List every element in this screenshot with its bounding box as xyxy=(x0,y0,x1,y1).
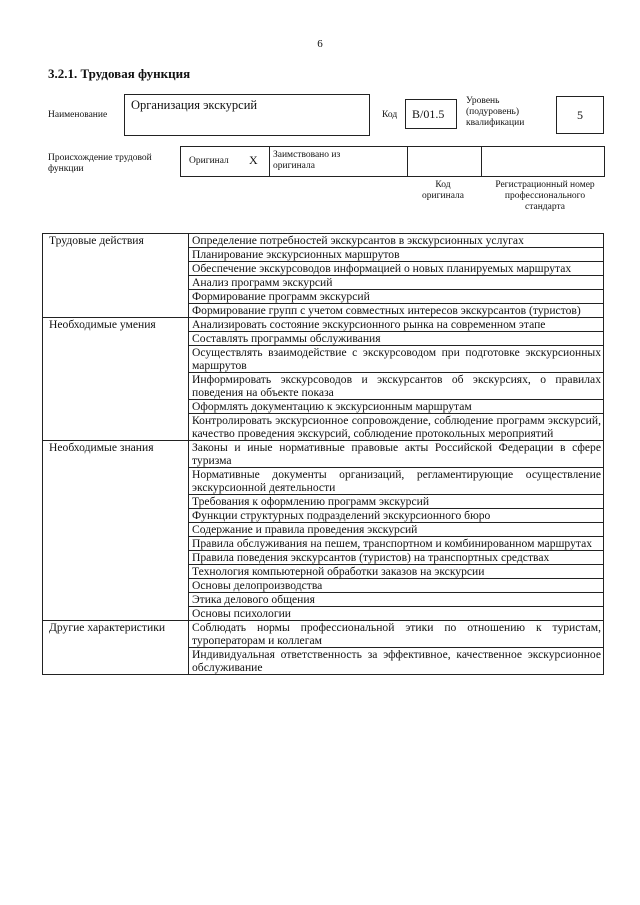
table-row xyxy=(43,621,604,648)
level-label-line-3: квалификации xyxy=(466,118,525,128)
name-value: Организация экскурсий xyxy=(131,98,258,112)
table-cell: Обеспечение экскурсоводов информацией о новых планируемых маршрутах xyxy=(189,262,604,276)
table-cell: Нормативные документы организаций, регламентирующие осуществление экскурсионной деятельности xyxy=(189,468,604,495)
table-cell: Формирование программ экскурсий xyxy=(189,290,604,304)
table-row xyxy=(43,234,604,248)
table-cell: Составлять программы обслуживания xyxy=(189,332,604,346)
origin-label xyxy=(48,153,152,175)
category-cell: Необходимые умения xyxy=(43,318,189,441)
code-value-box xyxy=(405,99,457,129)
level-label xyxy=(466,96,524,129)
origin-divider-1 xyxy=(269,147,270,176)
code-original-caption-line-1: Код xyxy=(435,180,451,190)
table-cell: Оформлять документацию к экскурсионным маршрутам xyxy=(189,400,604,414)
level-label-line-1: Уровень xyxy=(466,96,500,106)
table-cell: Этика делового общения xyxy=(189,593,604,607)
origin-divider-2 xyxy=(407,147,408,176)
table-cell: Планирование экскурсионных маршрутов xyxy=(189,248,604,262)
table-cell: Осуществлять взаимодействие с экскурсоводом при подготовке экскурсионных маршрутов xyxy=(189,346,604,373)
code-value: B/01.5 xyxy=(412,107,445,121)
name-value-box xyxy=(124,94,370,136)
original-mark: X xyxy=(249,153,258,167)
table-cell: Основы психологии xyxy=(189,607,604,621)
table-cell: Правила поведения экскурсантов (туристов) на транспортных средствах xyxy=(189,551,604,565)
borrowed-label-line-1: Заимствовано из xyxy=(273,150,341,160)
table-cell: Соблюдать нормы профессиональной этики по отношению к туристам, туроператорам и коллегам xyxy=(189,621,604,648)
table-cell: Индивидуальная ответственность за эффективное, качественное экскурсионное обслуживание xyxy=(189,648,604,675)
origin-divider-3 xyxy=(481,147,482,176)
table-cell: Технология компьютерной обработки заказов на экскурсии xyxy=(189,565,604,579)
table-row xyxy=(43,318,604,332)
table-cell: Формирование групп с учетом совместных интересов экскурсантов (туристов) xyxy=(189,304,604,318)
level-label-line-2: (подуровень) xyxy=(466,107,520,117)
borrowed-label xyxy=(273,150,340,172)
function-table xyxy=(42,233,604,675)
origin-label-line-2: функции xyxy=(48,164,84,174)
code-original-caption-line-2: оригинала xyxy=(422,191,464,201)
reg-number-caption-line-3: стандарта xyxy=(525,202,565,212)
category-cell: Другие характеристики xyxy=(43,621,189,675)
category-cell: Трудовые действия xyxy=(43,234,189,318)
table-row xyxy=(43,441,604,468)
table-cell: Основы делопроизводства xyxy=(189,579,604,593)
reg-number-caption xyxy=(482,180,608,213)
table-cell: Требования к оформлению программ экскурсий xyxy=(189,495,604,509)
level-value-box xyxy=(556,96,604,134)
name-label: Наименование xyxy=(48,110,108,120)
reg-number-caption-line-1: Регистрационный номер xyxy=(495,180,595,190)
borrowed-label-line-2: оригинала xyxy=(273,161,315,171)
table-cell: Информировать экскурсоводов и экскурсантов об экскурсиях, о правилах поведения на объекте показа xyxy=(189,373,604,400)
table-cell: Определение потребностей экскурсантов в экскурсионных услугах xyxy=(189,234,604,248)
origin-label-line-1: Происхождение трудовой xyxy=(48,153,152,163)
origin-box xyxy=(180,146,605,177)
section-title: 3.2.1. Трудовая функция xyxy=(48,66,191,81)
category-cell: Необходимые знания xyxy=(43,441,189,621)
table-cell: Содержание и правила проведения экскурсий xyxy=(189,523,604,537)
code-original-caption xyxy=(405,180,481,202)
table-cell: Контролировать экскурсионное сопровождение, соблюдение программ экскурсий, качество проведения экскурсий, соблюдение протокольных мероприятий xyxy=(189,414,604,441)
level-value: 5 xyxy=(577,108,583,122)
table-cell: Анализ программ экскурсий xyxy=(189,276,604,290)
original-label: Оригинал xyxy=(189,156,229,166)
table-cell: Анализировать состояние экскурсионного рынка на современном этапе xyxy=(189,318,604,332)
table-cell: Законы и иные нормативные правовые акты Российской Федерации в сфере туризма xyxy=(189,441,604,468)
code-label: Код xyxy=(382,110,398,120)
table-cell: Функции структурных подразделений экскурсионного бюро xyxy=(189,509,604,523)
table-cell: Правила обслуживания на пешем, транспортном и комбинированном маршрутах xyxy=(189,537,604,551)
reg-number-caption-line-2: профессионального xyxy=(504,191,586,201)
page-number: 6 xyxy=(317,38,323,50)
